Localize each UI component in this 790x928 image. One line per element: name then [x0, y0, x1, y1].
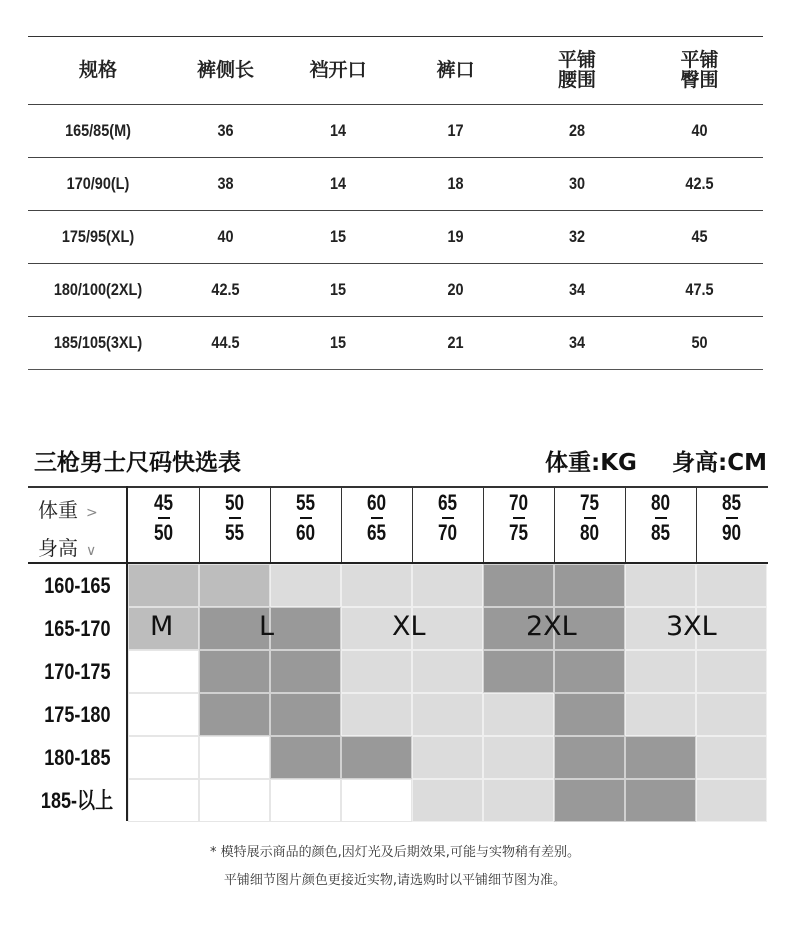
- weight-value: 85: [721, 490, 742, 515]
- size-grid-cell: [412, 693, 483, 736]
- column-divider: [554, 488, 555, 562]
- size-grid-cell: [554, 736, 625, 779]
- header-side-length: 裤侧长: [196, 59, 254, 81]
- range-dash: [513, 517, 525, 519]
- weight-value-upper: 85: [650, 520, 671, 545]
- table-row: [28, 211, 763, 264]
- size-grid-cell: [199, 736, 270, 779]
- size-spec-table: [28, 36, 763, 370]
- cell-spec: 175/95(XL): [61, 227, 135, 247]
- cell-crotch-opening: 15: [329, 280, 347, 300]
- column-divider: [625, 488, 626, 562]
- weight-value-upper: 90: [721, 520, 742, 545]
- size-grid-cell: [128, 693, 199, 736]
- weight-value: 65: [437, 490, 458, 515]
- cell-crotch-opening: 15: [329, 227, 347, 247]
- weight-column-header: [128, 490, 199, 546]
- height-row-label: [28, 607, 126, 650]
- size-label-m: M: [150, 611, 174, 642]
- weight-value: 60: [366, 490, 387, 515]
- weight-column-header: [412, 490, 483, 546]
- weight-value-upper: 75: [508, 520, 529, 545]
- range-dash: [726, 517, 738, 519]
- weight-value-upper: 55: [224, 520, 245, 545]
- size-grid-cell: [696, 779, 767, 822]
- height-row-label: [28, 779, 126, 822]
- weight-column-header: [696, 490, 767, 546]
- size-table-header: [28, 37, 763, 105]
- size-grid-cell: [625, 736, 696, 779]
- cell-side-length: 36: [217, 121, 234, 141]
- size-guide-grid: [28, 486, 768, 821]
- size-grid-cell: [128, 650, 199, 693]
- height-axis-label: 身高 ∨: [38, 536, 97, 560]
- weight-value: 50: [224, 490, 245, 515]
- range-dash: [371, 517, 383, 519]
- size-grid-cell: [270, 650, 341, 693]
- size-grid-cell: [696, 693, 767, 736]
- grid-top-border: [28, 486, 768, 488]
- table-row: [28, 317, 763, 369]
- size-grid-cell: [412, 779, 483, 822]
- size-grid-cell: [483, 693, 554, 736]
- table-row: [28, 105, 763, 158]
- weight-value-upper: 60: [295, 520, 316, 545]
- disclaimer-note: * 模特展示商品的颜色,因灯光及后期效果,可能与实物稍有差别。: [210, 845, 580, 860]
- cell-leg-opening: 19: [447, 227, 464, 247]
- cell-flat-waist: 34: [568, 333, 586, 353]
- range-dash: [442, 517, 454, 519]
- chevron-right-icon: >: [86, 505, 98, 521]
- weight-value: 45: [153, 490, 174, 515]
- weight-column-header: [270, 490, 341, 546]
- column-divider: [199, 488, 200, 562]
- size-grid-cell: [696, 650, 767, 693]
- size-grid-cell: [199, 779, 270, 822]
- weight-value: 70: [508, 490, 529, 515]
- size-grid-cell: [483, 650, 554, 693]
- weight-column-header: [341, 490, 412, 546]
- size-grid-cell: [696, 564, 767, 607]
- grid-left-border: [126, 486, 128, 821]
- range-dash: [229, 517, 241, 519]
- cell-flat-hip: 42.5: [685, 174, 714, 194]
- range-dash: [158, 517, 170, 519]
- weight-column-header: [625, 490, 696, 546]
- size-grid-cell: [341, 693, 412, 736]
- height-row-label: [28, 693, 126, 736]
- cell-flat-waist: 34: [568, 280, 586, 300]
- size-grid-cell: [625, 693, 696, 736]
- size-grid-cell: [412, 736, 483, 779]
- size-grid-cell: [483, 779, 554, 822]
- size-label-3xl: 3XL: [666, 611, 717, 642]
- height-row-text: 185-以上: [40, 788, 114, 813]
- weight-column-header: [554, 490, 625, 546]
- size-guide-title: 三枪男士尺码快选表: [34, 450, 241, 476]
- cell-leg-opening: 18: [447, 174, 464, 194]
- cell-side-length: 42.5: [211, 280, 240, 300]
- size-label-xl: XL: [392, 611, 426, 642]
- height-row-label: [28, 650, 126, 693]
- size-grid-cell: [341, 779, 412, 822]
- cell-flat-hip: 45: [691, 227, 708, 247]
- size-grid-cell: [554, 564, 625, 607]
- cell-spec: 185/105(3XL): [53, 333, 143, 353]
- size-grid-cell: [199, 564, 270, 607]
- cell-flat-waist: 28: [568, 121, 586, 141]
- size-grid-cell: [625, 650, 696, 693]
- range-dash: [655, 517, 667, 519]
- table-row: [28, 158, 763, 211]
- size-grid-cell: [625, 779, 696, 822]
- size-label-l: L: [259, 611, 275, 642]
- height-row-text: 165-170: [43, 616, 111, 641]
- size-label-2xl: 2XL: [526, 611, 577, 642]
- chevron-down-icon: ∨: [86, 543, 97, 559]
- height-row-text: 180-185: [43, 745, 111, 770]
- cell-leg-opening: 21: [447, 333, 464, 353]
- table-row: [28, 264, 763, 317]
- size-grid-cell: [483, 564, 554, 607]
- weight-value-upper: 80: [579, 520, 600, 545]
- size-grid-cell: [341, 650, 412, 693]
- weight-value: 80: [650, 490, 671, 515]
- header-flat-waist: 平铺 腰围: [557, 49, 596, 91]
- cell-side-length: 40: [217, 227, 234, 247]
- height-row-text: 175-180: [43, 702, 111, 727]
- weight-value-upper: 65: [366, 520, 387, 545]
- header-spec: 规格: [78, 59, 117, 81]
- range-dash: [300, 517, 312, 519]
- size-grid-cell: [199, 650, 270, 693]
- cell-spec: 165/85(M): [65, 121, 131, 141]
- weight-column-header: [483, 490, 554, 546]
- size-grid-cell: [341, 564, 412, 607]
- height-unit-label: 身高:CM: [672, 450, 767, 476]
- cell-flat-hip: 40: [691, 121, 708, 141]
- cell-crotch-opening: 14: [329, 121, 347, 141]
- size-grid-cell: [696, 736, 767, 779]
- size-grid-cell: [270, 607, 341, 650]
- size-grid-cell: [554, 779, 625, 822]
- cell-flat-hip: 47.5: [685, 280, 714, 300]
- cell-crotch-opening: 14: [329, 174, 347, 194]
- weight-unit-label: 体重:KG: [545, 450, 637, 476]
- column-divider: [412, 488, 413, 562]
- size-grid-cell: [625, 564, 696, 607]
- cell-side-length: 44.5: [211, 333, 240, 353]
- weight-value: 55: [295, 490, 316, 515]
- cell-leg-opening: 17: [447, 121, 464, 141]
- column-divider: [696, 488, 697, 562]
- column-divider: [341, 488, 342, 562]
- size-grid-cell: [128, 736, 199, 779]
- size-grid-cell: [270, 736, 341, 779]
- cell-spec: 180/100(2XL): [53, 280, 143, 300]
- size-grid-cell: [270, 779, 341, 822]
- height-row-label: [28, 736, 126, 779]
- weight-axis-label: 体重 >: [38, 498, 98, 522]
- height-row-label: [28, 564, 126, 607]
- size-grid-cell: [412, 564, 483, 607]
- weight-value-upper: 50: [153, 520, 174, 545]
- header-leg-opening: 裤口: [436, 59, 475, 81]
- size-grid-cell: [128, 564, 199, 607]
- cell-leg-opening: 20: [447, 280, 464, 300]
- weight-value-upper: 70: [437, 520, 458, 545]
- range-dash: [584, 517, 596, 519]
- column-divider: [270, 488, 271, 562]
- header-flat-hip: 平铺 臀围: [680, 49, 719, 91]
- cell-spec: 170/90(L): [66, 174, 130, 194]
- size-grid-cell: [554, 650, 625, 693]
- size-grid-cell: [270, 564, 341, 607]
- size-grid-cell: [270, 693, 341, 736]
- cell-side-length: 38: [217, 174, 234, 194]
- cell-flat-waist: 30: [568, 174, 586, 194]
- height-row-text: 160-165: [43, 573, 111, 598]
- weight-value: 75: [579, 490, 600, 515]
- detail-note: 平铺细节图片颜色更接近实物,请选购时以平铺细节图为准。: [223, 873, 567, 888]
- cell-flat-hip: 50: [691, 333, 708, 353]
- height-row-text: 170-175: [43, 659, 111, 684]
- size-grid-cell: [554, 693, 625, 736]
- cell-flat-waist: 32: [568, 227, 586, 247]
- size-grid-cell: [199, 693, 270, 736]
- size-grid-cell: [412, 650, 483, 693]
- column-divider: [483, 488, 484, 562]
- size-grid-cell: [483, 736, 554, 779]
- weight-column-header: [199, 490, 270, 546]
- size-grid-cell: [128, 779, 199, 822]
- size-grid-cell: [341, 736, 412, 779]
- cell-crotch-opening: 15: [329, 333, 347, 353]
- header-crotch-opening: 裆开口: [309, 59, 367, 81]
